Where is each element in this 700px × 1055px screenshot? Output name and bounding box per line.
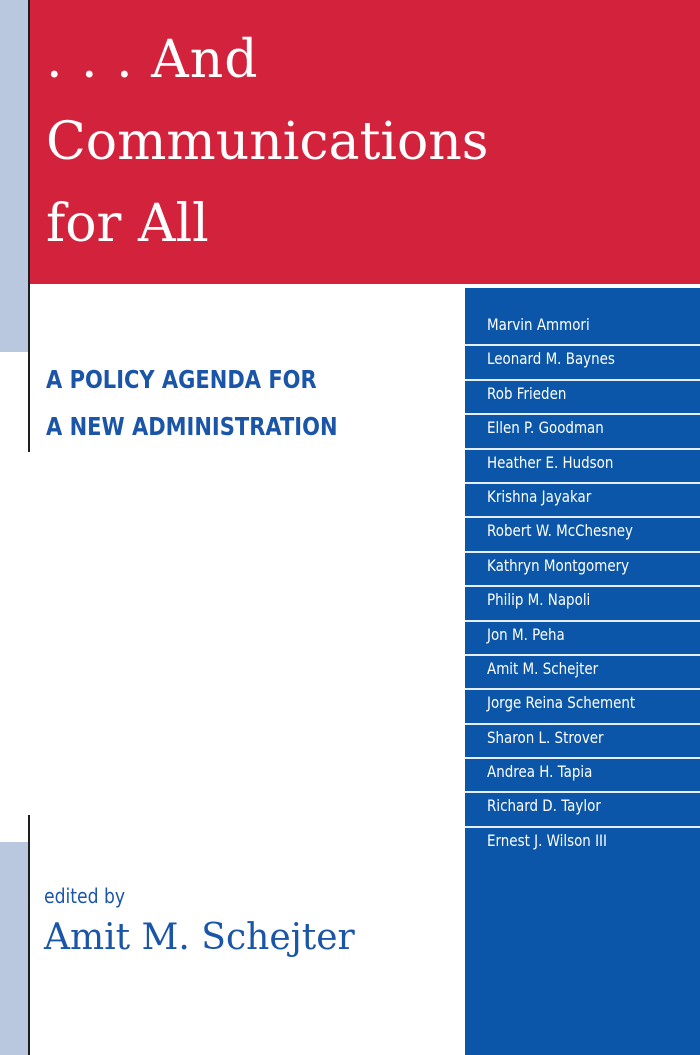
contributor-item: [465, 828, 700, 862]
contributor-item: [465, 518, 700, 552]
book-title-line-2: Communications: [46, 112, 489, 172]
contributor-item: [465, 484, 700, 518]
contributor-item: [465, 450, 700, 484]
contributor-name: Andrea H. Tapia: [487, 762, 593, 782]
contributor-item: [465, 346, 700, 380]
subtitle-line-1: A POLICY AGENDA FOR: [46, 365, 317, 394]
contributor-name: Leonard M. Baynes: [487, 349, 615, 369]
contributor-name: Kathryn Montgomery: [487, 555, 630, 575]
contributor-item: [465, 759, 700, 793]
contributor-name: Ellen P. Goodman: [487, 418, 604, 438]
subtitle-line-2: A NEW ADMINISTRATION: [46, 412, 338, 441]
book-title-line-3: for All: [46, 194, 209, 254]
contributor-item: [465, 312, 700, 346]
edited-by-label: edited by: [44, 884, 126, 908]
spine-divider-bottom: [28, 815, 30, 1055]
contributor-name: Rob Frieden: [487, 383, 567, 403]
contributors-panel: [465, 288, 700, 1055]
contributor-item: [465, 381, 700, 415]
contributor-name: Richard D. Taylor: [487, 796, 601, 816]
contributor-name: Robert W. McChesney: [487, 521, 634, 541]
contributor-name: Jon M. Peha: [487, 624, 565, 644]
book-title-line-1: . . . And: [46, 30, 259, 90]
editor-name: Amit M. Schejter: [44, 917, 355, 958]
contributor-name: Krishna Jayakar: [487, 486, 592, 506]
contributors-list: [465, 312, 700, 862]
contributor-name: Marvin Ammori: [487, 315, 590, 334]
contributor-item: [465, 725, 700, 759]
contributor-item: [465, 690, 700, 724]
contributor-item: [465, 656, 700, 690]
contributor-name: Philip M. Napoli: [487, 590, 591, 610]
spine-accent-bottom: [0, 842, 28, 1055]
contributor-item: [465, 587, 700, 621]
contributor-item: [465, 415, 700, 449]
contributor-item: [465, 553, 700, 587]
contributor-name: Jorge Reina Schement: [487, 693, 636, 713]
contributor-name: Heather E. Hudson: [487, 452, 614, 472]
contributor-name: Amit M. Schejter: [487, 658, 599, 678]
spine-accent-top: [0, 0, 28, 352]
contributor-item: [465, 622, 700, 656]
contributor-name: Ernest J. Wilson III: [487, 830, 607, 850]
contributor-item: [465, 793, 700, 827]
contributor-name: Sharon L. Strover: [487, 727, 604, 747]
title-banner: [30, 0, 700, 284]
